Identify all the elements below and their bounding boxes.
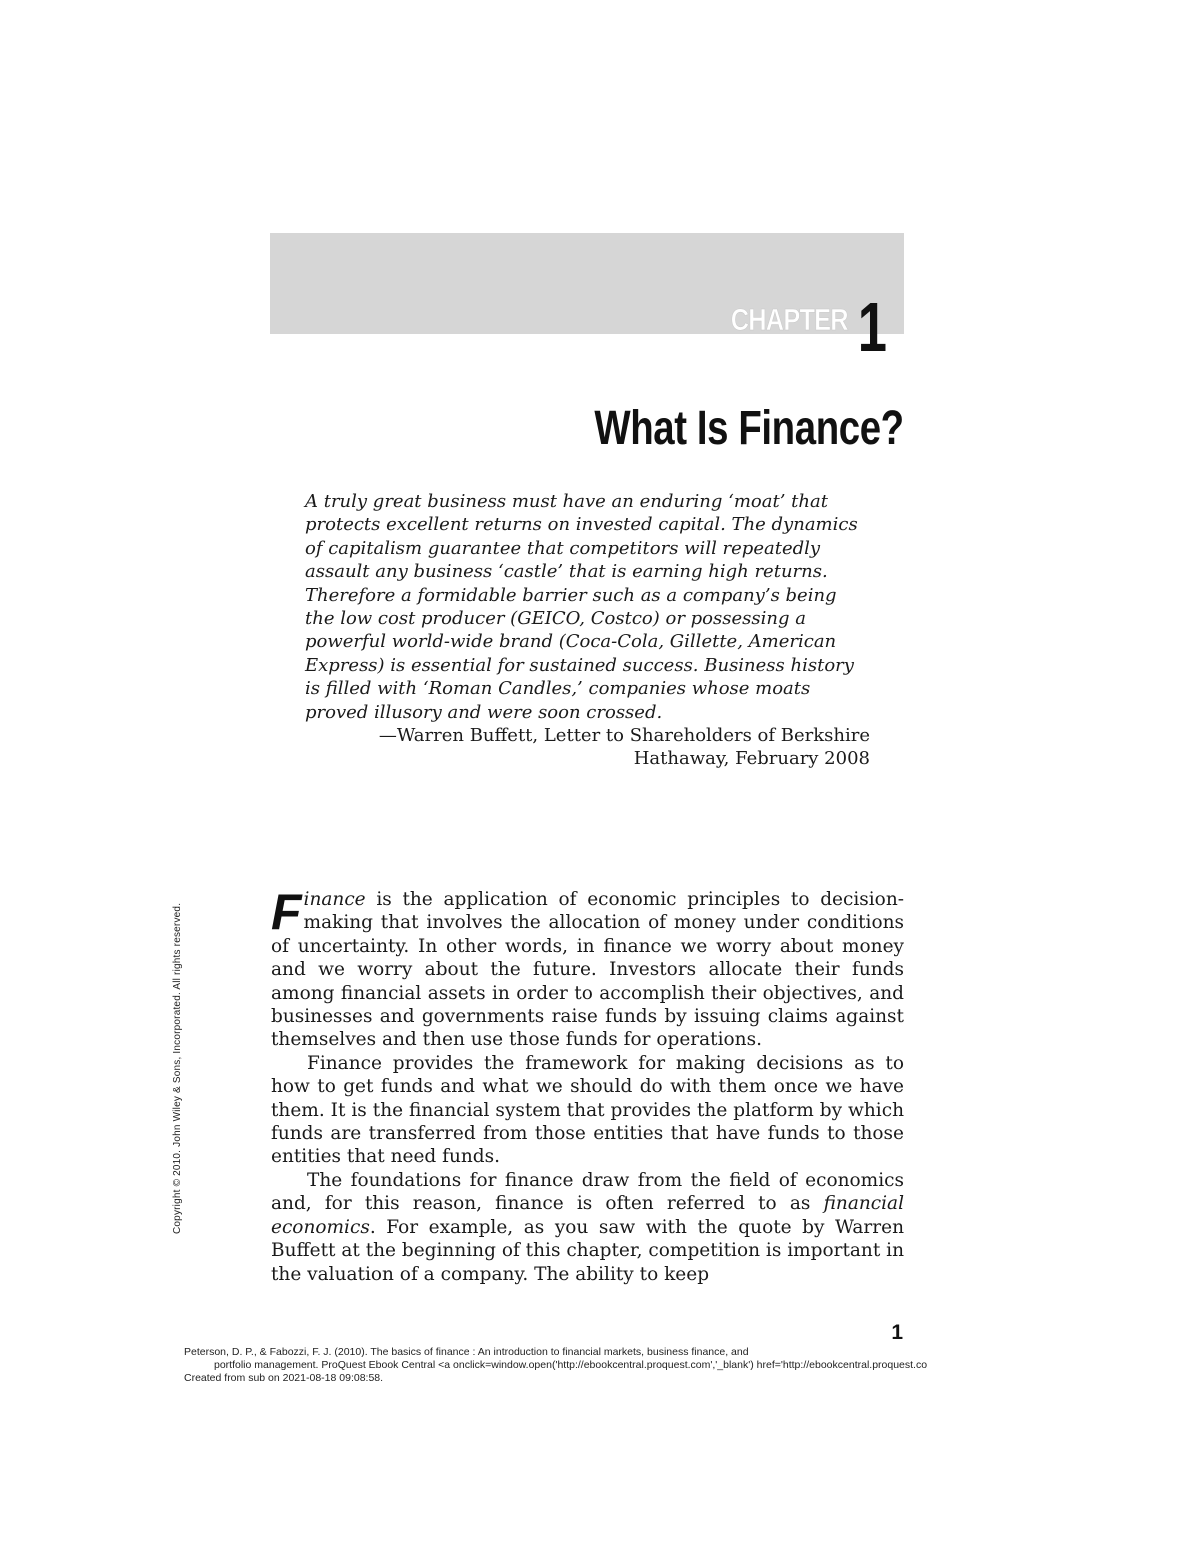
italic-term-finance: inance <box>303 889 366 910</box>
epigraph-attribution-line1: —Warren Buffett, Letter to Shareholders of Berkshire <box>378 725 870 747</box>
epigraph <box>305 490 870 771</box>
paragraph-3-text-after: . For example, as you saw with the quote by Warren Buffett at the beginning of this chapter, competition is important in the valuation of a company. The ability to keep <box>271 1216 904 1285</box>
body-paragraph-2: Finance provides the framework for making decisions as to how to get funds and what we should do with them once we have them. It is the financial system that provides the platform by which funds are transferred from those entities that have funds to those entities that need funds. <box>271 1052 904 1168</box>
body-paragraph-3 <box>271 1169 904 1286</box>
citation-line-3: Created from sub on 2021-08-18 09:08:58. <box>184 1372 384 1384</box>
chapter-title: What Is Finance? <box>594 402 904 456</box>
epigraph-attribution-line2: Hathaway, February 2008 <box>633 748 870 770</box>
citation-line-1: Peterson, D. P., & Fabozzi, F. J. (2010). The basics of finance : An introduction to financial markets, business finance, and <box>184 1346 749 1358</box>
epigraph-quote: A truly great business must have an enduring ‘moat’ that protects excellent returns on invested capital. The dynamics of capitalism guarantee that competitors will repeatedly assault any business ‘castle’ that is earning high returns. Therefore a formidable barrier such as a company’s being the low cost producer (GEICO, Costco) or possessing a powerful world-wide brand (Coca-Cola, Gillette, American Express) is essential for sustained success. Business history is filled with ‘Roman Candles,’ companies whose moats proved illusory and were soon crossed. <box>305 491 858 723</box>
paragraph-1-text: is the application of economic principles to decision-making that involves the allocation of money under conditions of uncertainty. In other words, in finance we worry about money and we worry about the future. Investors allocate their funds among financial assets in order to accomplish their objectives, and businesses and governments raise funds by issuing claims against themselves and then use those funds for operations. <box>271 889 904 1051</box>
citation-line-2: portfolio management. ProQuest Ebook Central <a onclick=window.open('http://ebookcentral.proquest.com','_blank') href='http://ebookcentral.proquest.co <box>214 1359 928 1371</box>
side-copyright-notice: Copyright © 2010. John Wiley & Sons, Incorporated. All rights reserved. <box>172 902 183 1234</box>
drop-cap: F <box>271 884 302 940</box>
italic-term-financial-economics: financial economics <box>271 1193 904 1238</box>
chapter-number: 1 <box>857 288 887 366</box>
page-number: 1 <box>891 1321 903 1344</box>
chapter-label: CHAPTER <box>730 302 848 337</box>
paragraph-3-text-before: The foundations for finance draw from the field of economics and, for this reason, finance is often referred to as <box>271 1169 904 1215</box>
citation-footer <box>184 1346 1194 1385</box>
body-paragraph-1 <box>271 884 904 1052</box>
body-text <box>271 884 904 1286</box>
